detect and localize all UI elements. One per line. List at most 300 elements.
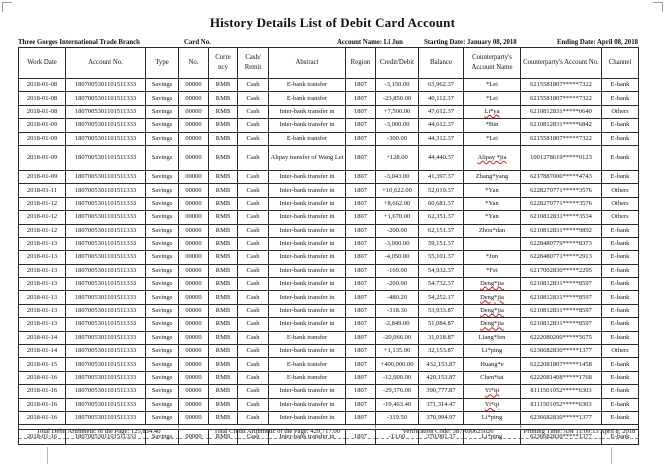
table-row: [19, 145, 639, 170]
cell-account-no: 1807005301101511333: [66, 385, 146, 398]
cell-credit-debit: -23,850.00: [376, 92, 419, 105]
cell-region: 1807: [346, 398, 376, 411]
cell-abstract: E-bank transfer: [269, 132, 346, 145]
cell-credit-debit: -300.00: [376, 132, 419, 145]
cell-type: Savings: [146, 79, 179, 92]
cell-region: 1807: [346, 105, 376, 118]
cell-balance: 62,351.37: [419, 211, 464, 224]
cell-balance: 44,440.37: [419, 145, 464, 170]
cell-abstract: E-bank transfer: [269, 371, 346, 384]
cell-no: 00000: [179, 331, 209, 344]
crop-mark-top-right: [653, 2, 663, 12]
cell-abstract: E-bank transfer: [269, 92, 346, 105]
table-row: [19, 251, 639, 264]
table-row: [19, 211, 639, 224]
cell-credit-debit: +10,622.00: [376, 184, 419, 197]
cell-type: Savings: [146, 170, 179, 183]
cell-counterparty-account: 1001278619*****0123: [521, 145, 602, 170]
cell-counterparty-account: 6210812831*****8597: [521, 318, 602, 331]
page-debit-total: Total Debit Arithmetic of the Page: 125,834.40: [19, 425, 179, 439]
misspell-squiggle-name: Deng*jia: [480, 280, 504, 288]
cell-work-date: 2018-01-16: [19, 385, 66, 398]
cell-counterparty-name: *Yan: [464, 184, 521, 197]
cell-no: 00000: [179, 385, 209, 398]
history-table: [18, 47, 639, 439]
table-row: [19, 264, 639, 277]
cell-counterparty-account: 6228270771*****3576: [521, 197, 602, 210]
cell-work-date: 2018-01-09: [19, 170, 66, 183]
cell-work-date: 2018-01-14: [19, 345, 66, 358]
table-row: [19, 119, 639, 132]
cell-counterparty-account: 6210812831*****0640: [521, 105, 602, 118]
cell-work-date: 2018-01-14: [19, 331, 66, 344]
cell-currency: RMB: [209, 145, 238, 170]
cell-no: 00000: [179, 411, 209, 424]
table-row: [19, 79, 639, 92]
cell-credit-debit: -200.00: [376, 224, 419, 237]
cell-credit-debit: -13.60: [376, 430, 419, 445]
cell-type: Savings: [146, 132, 179, 145]
cell-no: 00000: [179, 197, 209, 210]
col-header-balance: Balance: [419, 48, 464, 79]
cell-counterparty-account: 6228270771*****3576: [521, 184, 602, 197]
cell-type: Savings: [146, 184, 179, 197]
cell-region: 1807: [346, 224, 376, 237]
cell-counterparty-account: 6228480771*****2913: [521, 251, 602, 264]
cell-account-no: 1807005301101511333: [66, 430, 146, 445]
cell-counterparty-account: 6210812831*****8597: [521, 278, 602, 291]
col-header-counterparty-account: Counterparty's Account No.: [521, 48, 602, 79]
cell-cash-remit: Cash: [238, 278, 269, 291]
cell-counterparty-name: Li*ping: [464, 345, 521, 358]
col-header-abstract: Abstract: [269, 48, 346, 79]
cell-channel: E-bank: [602, 385, 639, 398]
cell-credit-debit: -20,066.00: [376, 331, 419, 344]
cell-no: 00000: [179, 132, 209, 145]
cell-no: 00000: [179, 304, 209, 317]
cell-type: Savings: [146, 398, 179, 411]
cell-no: 00000: [179, 224, 209, 237]
table-row: [19, 197, 639, 210]
cell-work-date: 2018-01-13: [19, 264, 66, 277]
cell-counterparty-name: *Yan: [464, 197, 521, 210]
cell-account-no: 1807005301101511333: [66, 371, 146, 384]
cell-abstract: Inter-bank transfer in: [269, 411, 346, 424]
cell-currency: RMB: [209, 184, 238, 197]
cell-abstract: E-bank transfer: [269, 79, 346, 92]
cell-region: 1807: [346, 184, 376, 197]
cell-balance: 370,994.97: [419, 411, 464, 424]
cell-account-no: 1807005301101511333: [66, 398, 146, 411]
cell-work-date: 2018-01-09: [19, 145, 66, 170]
cell-counterparty-name: Liang*fen: [464, 331, 521, 344]
cell-currency: RMB: [209, 119, 238, 132]
cell-abstract: Inter-bank transfer in: [269, 430, 346, 445]
cell-channel: Others: [602, 105, 639, 118]
cell-work-date: 2018-01-12: [19, 211, 66, 224]
cell-region: 1807: [346, 251, 376, 264]
cell-work-date: 2018-01-08: [19, 105, 66, 118]
table-row: [19, 184, 639, 197]
cell-counterparty-name: *Bin: [464, 119, 521, 132]
cell-cash-remit: Cash: [238, 170, 269, 183]
cell-no: 00000: [179, 291, 209, 304]
cell-region: 1807: [346, 119, 376, 132]
cell-no: 00000: [179, 145, 209, 170]
cell-cash-remit: Cash: [238, 411, 269, 424]
misspell-squiggle-name: Deng*jia: [480, 307, 504, 315]
cell-currency: RMB: [209, 224, 238, 237]
cell-work-date: 2018-01-11: [19, 184, 66, 197]
misspell-squiggle-name: Yi*qi: [484, 400, 500, 408]
cell-work-date: 2018-01-16: [19, 398, 66, 411]
cell-credit-debit: -319.50: [376, 411, 419, 424]
cell-account-no: 1807005301101511333: [66, 304, 146, 317]
cell-region: 1807: [346, 211, 376, 224]
cell-abstract: Inter-bank transfer in: [269, 291, 346, 304]
misspell-squiggle-name: Deng*jia: [480, 293, 504, 301]
cell-counterparty-name: [464, 105, 521, 118]
table-row: [19, 411, 639, 424]
cell-credit-debit: -4,050.00: [376, 251, 419, 264]
cell-region: 1807: [346, 358, 376, 371]
cell-channel: E-bank: [602, 358, 639, 371]
cell-region: 1807: [346, 430, 376, 445]
cell-no: 00000: [179, 318, 209, 331]
cell-currency: RMB: [209, 79, 238, 92]
cell-counterparty-name: Zhang*yang: [464, 170, 521, 183]
card-no-label: Card No.: [184, 39, 211, 46]
cell-credit-debit: -3,043.00: [376, 170, 419, 183]
cell-currency: RMB: [209, 105, 238, 118]
cell-counterparty-name: Huang*e: [464, 358, 521, 371]
cell-no: 00000: [179, 211, 209, 224]
cell-cash-remit: Cash: [238, 251, 269, 264]
cell-abstract: Inter-bank transfer in: [269, 184, 346, 197]
crop-mark-bottom-left: [47, 447, 48, 464]
cell-account-no: 1807005301101511333: [66, 278, 146, 291]
cell-balance: 371,314.47: [419, 398, 464, 411]
cell-no: 00000: [179, 92, 209, 105]
cell-account-no: 1807005301101511333: [66, 184, 146, 197]
cell-cash-remit: Cash: [238, 92, 269, 105]
cell-currency: RMB: [209, 358, 238, 371]
cell-currency: RMB: [209, 371, 238, 384]
table-body: [19, 79, 639, 425]
cell-counterparty-account: 6210812831*****8597: [521, 291, 602, 304]
cell-counterparty-account: 8111501052*****6303: [521, 398, 602, 411]
cell-work-date: 2018-01-16: [19, 430, 66, 445]
cell-cash-remit: Cash: [238, 184, 269, 197]
misspell-squiggle-name: Li*ya: [484, 107, 500, 115]
table-row: [19, 318, 639, 331]
cell-type: Savings: [146, 371, 179, 384]
cell-counterparty-account: 6210812831*****9892: [521, 224, 602, 237]
cell-type: Savings: [146, 119, 179, 132]
cell-channel: Others: [602, 345, 639, 358]
cell-abstract: Inter-bank transfer in: [269, 224, 346, 237]
cell-counterparty-account: 6215581807*****7322: [521, 92, 602, 105]
cell-credit-debit: +7,500.00: [376, 105, 419, 118]
cell-counterparty-account: 6236682830*****1377: [521, 430, 602, 445]
cell-work-date: 2018-01-12: [19, 224, 66, 237]
cell-no: 00000: [179, 237, 209, 250]
cell-balance: 60,681.37: [419, 197, 464, 210]
cell-credit-debit: +128.00: [376, 145, 419, 170]
cell-region: 1807: [346, 345, 376, 358]
cell-type: Savings: [146, 358, 179, 371]
cell-currency: RMB: [209, 304, 238, 317]
cell-type: Savings: [146, 145, 179, 170]
cell-cash-remit: Cash: [238, 145, 269, 170]
cell-channel: Others: [602, 184, 639, 197]
cell-account-no: 1807005301101511333: [66, 358, 146, 371]
cell-counterparty-account: 6215581807*****7322: [521, 132, 602, 145]
cell-cash-remit: Cash: [238, 237, 269, 250]
printing-time: Printing Time: AM 11:09:13 April 8, 2018: [521, 425, 639, 439]
cell-no: 00000: [179, 170, 209, 183]
table-row: [19, 430, 639, 445]
cell-cash-remit: Cash: [238, 79, 269, 92]
cell-abstract: Alipay transfer of Wang Lei: [269, 145, 346, 170]
cell-work-date: 2018-01-13: [19, 251, 66, 264]
cell-type: Savings: [146, 278, 179, 291]
cell-account-no: 1807005301101511333: [66, 237, 146, 250]
cell-account-no: 1807005301101511333: [66, 331, 146, 344]
cell-region: 1807: [346, 318, 376, 331]
cell-cash-remit: Cash: [238, 304, 269, 317]
table-row: [19, 398, 639, 411]
cell-balance: 52,019.37: [419, 184, 464, 197]
cell-credit-debit: -29,376.00: [376, 385, 419, 398]
cell-currency: RMB: [209, 398, 238, 411]
cell-channel: Others: [602, 197, 639, 210]
table-row: [19, 278, 639, 291]
cell-abstract: Inter-bank transfer in: [269, 211, 346, 224]
cell-type: Savings: [146, 264, 179, 277]
cell-counterparty-account: 6222081408*****1768: [521, 371, 602, 384]
cell-counterparty-name: *Yan: [464, 211, 521, 224]
cell-account-no: 1807005301101511333: [66, 119, 146, 132]
cell-region: 1807: [346, 371, 376, 384]
cell-channel: E-bank: [602, 371, 639, 384]
cell-type: Savings: [146, 211, 179, 224]
cell-account-no: 1807005301101511333: [66, 264, 146, 277]
cell-no: 00000: [179, 105, 209, 118]
cell-cash-remit: Cash: [238, 318, 269, 331]
cell-counterparty-account: 6210812831*****3534: [521, 211, 602, 224]
cell-counterparty-account: 6228480779*****8373: [521, 237, 602, 250]
cell-no: 00000: [179, 358, 209, 371]
cell-counterparty-name: [464, 145, 521, 170]
cell-type: Savings: [146, 92, 179, 105]
cell-counterparty-name: Chen*tai: [464, 371, 521, 384]
cell-currency: RMB: [209, 430, 238, 445]
cell-counterparty-name: [464, 318, 521, 331]
cell-region: 1807: [346, 291, 376, 304]
cell-counterparty-name: *Fei: [464, 264, 521, 277]
cell-type: Savings: [146, 318, 179, 331]
cell-counterparty-name: [464, 278, 521, 291]
table-header: [19, 48, 639, 79]
cell-channel: E-bank: [602, 278, 639, 291]
cell-cash-remit: Cash: [238, 119, 269, 132]
crop-mark-top-left: [2, 2, 12, 12]
cell-account-no: 1807005301101511333: [66, 224, 146, 237]
table-row: [19, 105, 639, 118]
cell-work-date: 2018-01-13: [19, 304, 66, 317]
cell-cash-remit: Cash: [238, 398, 269, 411]
cell-counterparty-account: 8111501052*****6303: [521, 385, 602, 398]
cell-no: 00000: [179, 264, 209, 277]
cell-cash-remit: Cash: [238, 105, 269, 118]
cell-account-no: 1807005301101511333: [66, 197, 146, 210]
cell-region: 1807: [346, 237, 376, 250]
cell-credit-debit: -3,000.00: [376, 119, 419, 132]
cell-counterparty-name: *Lei: [464, 132, 521, 145]
cell-cash-remit: Cash: [238, 291, 269, 304]
table-row: [19, 331, 639, 344]
cell-no: 00000: [179, 398, 209, 411]
col-header-region: Region: [346, 48, 376, 79]
cell-currency: RMB: [209, 211, 238, 224]
cell-cash-remit: Cash: [238, 371, 269, 384]
cell-credit-debit: -19,463.40: [376, 398, 419, 411]
cell-cash-remit: Cash: [238, 197, 269, 210]
cell-type: Savings: [146, 291, 179, 304]
cell-work-date: 2018-01-09: [19, 132, 66, 145]
cell-counterparty-name: Li*ping: [464, 411, 521, 424]
cell-work-date: 2018-01-13: [19, 291, 66, 304]
report-meta-line: [0, 39, 665, 47]
starting-date: Starting Date: January 08, 2018: [424, 39, 517, 46]
cell-credit-debit: -2,849.00: [376, 318, 419, 331]
cell-counterparty-account: 6210812831*****6842: [521, 119, 602, 132]
cell-abstract: Inter-bank transfer in: [269, 197, 346, 210]
col-header-cash-remit: Cash/ Remit: [238, 48, 269, 79]
cell-cash-remit: Cash: [238, 358, 269, 371]
cell-currency: RMB: [209, 251, 238, 264]
cell-type: Savings: [146, 105, 179, 118]
cell-balance: 62,151.37: [419, 224, 464, 237]
cell-channel: E-bank: [602, 132, 639, 145]
table-row: [19, 345, 639, 358]
cell-balance: 53,933.87: [419, 304, 464, 317]
cell-balance: 44,612.37: [419, 119, 464, 132]
table-row: [19, 92, 639, 105]
cell-region: 1807: [346, 145, 376, 170]
cell-abstract: Inter-bank transfer in: [269, 119, 346, 132]
table-row: [19, 237, 639, 250]
cell-account-no: 1807005301101511333: [66, 170, 146, 183]
cell-type: Savings: [146, 237, 179, 250]
cell-account-no: 1807005301101511333: [66, 145, 146, 170]
cell-counterparty-name: [464, 291, 521, 304]
cell-balance: 40,112.37: [419, 92, 464, 105]
table-row: [19, 170, 639, 183]
col-header-no: No.: [179, 48, 209, 79]
cell-credit-debit: -3,150.00: [376, 79, 419, 92]
cell-currency: RMB: [209, 170, 238, 183]
page-title: History Details List of Debit Card Account: [209, 15, 456, 30]
cell-credit-debit: -3,000.00: [376, 237, 419, 250]
cell-type: Savings: [146, 304, 179, 317]
cell-credit-debit: +1,135.00: [376, 345, 419, 358]
cell-balance: 54,932.37: [419, 264, 464, 277]
misspell-squiggle-name: Yi*qi: [484, 387, 500, 395]
cell-balance: 41,397.37: [419, 170, 464, 183]
cell-account-no: 1807005301101511333: [66, 105, 146, 118]
cell-account-no: 1807005301101511333: [66, 211, 146, 224]
cell-type: Savings: [146, 411, 179, 424]
col-header-account-no: Account No.: [66, 48, 146, 79]
cell-work-date: 2018-01-13: [19, 278, 66, 291]
cell-currency: RMB: [209, 345, 238, 358]
table-row: [19, 358, 639, 371]
cell-counterparty-account: 6236682830*****1377: [521, 411, 602, 424]
cell-work-date: 2018-01-13: [19, 237, 66, 250]
cell-balance: 63,962.37: [419, 79, 464, 92]
cell-channel: E-bank: [602, 411, 639, 424]
cell-no: 00000: [179, 371, 209, 384]
col-header-type: Type: [146, 48, 179, 79]
cell-channel: E-bank: [602, 145, 639, 170]
cell-abstract: Inter-bank transfer in: [269, 170, 346, 183]
cell-credit-debit: -12,000.00: [376, 371, 419, 384]
account-name: Account Name: Li Jun: [337, 39, 403, 46]
cell-cash-remit: Cash: [238, 331, 269, 344]
cell-counterparty-account: 6222081807*****1458: [521, 358, 602, 371]
cell-credit-debit: +1,670.00: [376, 211, 419, 224]
cell-abstract: Inter-bank transfer in: [269, 251, 346, 264]
cell-cash-remit: Cash: [238, 264, 269, 277]
cell-channel: E-bank: [602, 237, 639, 250]
cell-no: 00000: [179, 119, 209, 132]
col-header-channel: Channel: [602, 48, 639, 79]
cell-region: 1807: [346, 264, 376, 277]
cell-region: 1807: [346, 385, 376, 398]
cell-credit-debit: +400,000.00: [376, 358, 419, 371]
cell-channel: E-bank: [602, 251, 639, 264]
cell-work-date: 2018-01-13: [19, 318, 66, 331]
cell-region: 1807: [346, 411, 376, 424]
cell-type: Savings: [146, 224, 179, 237]
cell-account-no: 1807005301101511333: [66, 79, 146, 92]
cell-credit-debit: -169.00: [376, 264, 419, 277]
cell-counterparty-name: *Jun: [464, 251, 521, 264]
cell-no: 00000: [179, 79, 209, 92]
cell-balance: 44,312.37: [419, 132, 464, 145]
cell-counterparty-name: *Lei: [464, 92, 521, 105]
page-credit-total: Total Credit Arithmetic of the Page: 429,717.00: [179, 425, 376, 439]
table-row: [19, 304, 639, 317]
table-row: [19, 291, 639, 304]
cell-balance: 59,151.37: [419, 237, 464, 250]
cell-region: 1807: [346, 197, 376, 210]
cell-abstract: Inter-bank transfer in: [269, 278, 346, 291]
cell-abstract: Inter-bank transfer in: [269, 398, 346, 411]
cell-abstract: Inter-bank transfer in: [269, 237, 346, 250]
header-row: [19, 48, 639, 79]
cell-balance: 54,252.17: [419, 291, 464, 304]
cell-balance: 31,018.87: [419, 331, 464, 344]
cell-currency: RMB: [209, 318, 238, 331]
cell-abstract: Inter-bank transfer in: [269, 264, 346, 277]
cell-cash-remit: Cash: [238, 211, 269, 224]
cell-type: Savings: [146, 430, 179, 445]
cell-balance: 54,732.37: [419, 278, 464, 291]
cell-currency: RMB: [209, 291, 238, 304]
